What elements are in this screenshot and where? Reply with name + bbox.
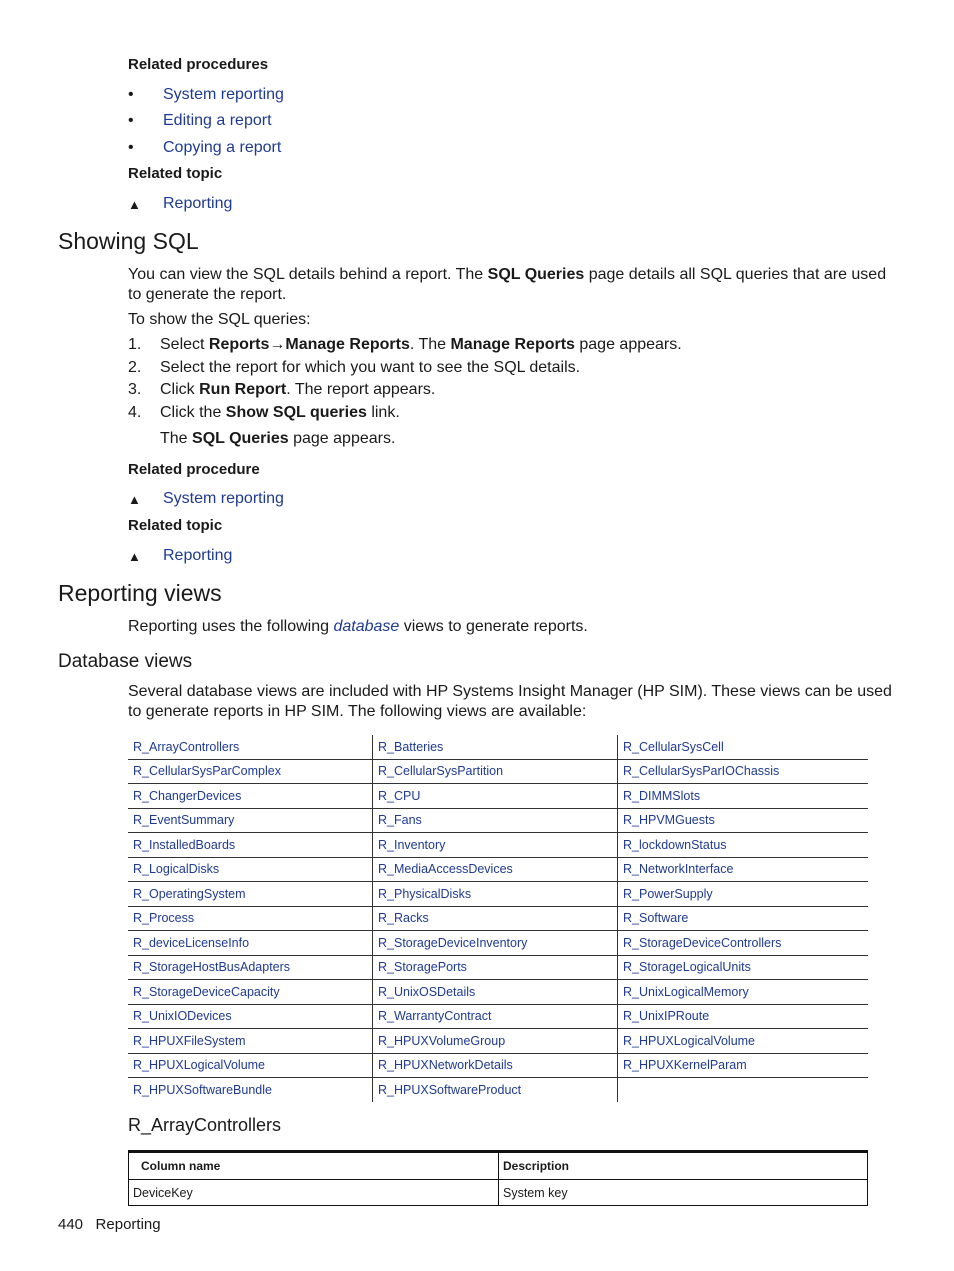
table-row [128,784,868,809]
related-topic-label: Related topic [128,165,223,182]
view-link[interactable]: R_Batteries [373,735,618,759]
table-row [128,1053,868,1078]
view-link[interactable]: R_HPVMGuests [618,808,869,833]
table-row [128,1004,868,1029]
heading-database-views: Database views [58,651,193,672]
view-link[interactable]: R_ArrayControllers [128,735,373,759]
view-link[interactable]: R_PowerSupply [618,882,869,907]
table-cell: DeviceKey [129,1180,499,1206]
bullet-icon: • [128,86,134,103]
view-link[interactable]: R_MediaAccessDevices [373,857,618,882]
view-link[interactable]: R_StoragePorts [373,955,618,980]
view-link[interactable]: R_CellularSysParIOChassis [618,759,869,784]
view-link[interactable]: R_StorageLogicalUnits [618,955,869,980]
heading-showing-sql: Showing SQL [58,228,199,254]
table-row [128,808,868,833]
related-procedure-label: Related procedure [128,461,260,478]
link-system-reporting[interactable]: System reporting [163,490,284,507]
reporting-views-text: Reporting uses the following database views to generate reports. [128,618,588,635]
step-2: 2. Select the report for which you want to see the SQL details. [128,359,581,376]
table-row [128,1078,868,1102]
table-row [128,759,868,784]
view-link[interactable]: R_UnixOSDetails [373,980,618,1005]
table-cell: System key [499,1180,868,1206]
link-editing-a-report[interactable]: Editing a report [163,112,272,129]
table-row [128,833,868,858]
database-views-paragraph: Several database views are included with HP Systems Insight Manager (HP SIM). These views can be used to generate reports in HP SIM. The following views are available: [128,683,892,720]
triangle-icon: ▲ [128,197,141,212]
step-result: The SQL Queries page appears. [160,430,396,447]
table-row [128,955,868,980]
view-link[interactable]: R_HPUXSoftwareBundle [133,1082,272,1097]
view-link[interactable]: R_UnixIODevices [128,1004,373,1029]
view-link[interactable]: R_WarrantyContract [373,1004,618,1029]
step-4: 4. Click the Show SQL queries link. [128,404,400,421]
related-topic-label: Related topic [128,517,223,534]
table-row [128,735,868,759]
table-row [128,1029,868,1054]
database-views-table [128,735,868,1102]
view-link[interactable]: R_Fans [373,808,618,833]
view-link[interactable]: R_Inventory [373,833,618,858]
view-link[interactable]: R_HPUXFileSystem [128,1029,373,1054]
view-link[interactable]: R_NetworkInterface [618,857,869,882]
view-link[interactable]: R_CPU [373,784,618,809]
view-link[interactable]: R_Process [128,906,373,931]
view-link[interactable]: R_StorageDeviceCapacity [128,980,373,1005]
chapter-title: Reporting [95,1216,161,1233]
table-row [128,980,868,1005]
view-link[interactable]: R_HPUXLogicalVolume [618,1029,869,1054]
view-link[interactable]: R_LogicalDisks [128,857,373,882]
view-link[interactable]: R_HPUXNetworkDetails [373,1053,618,1078]
view-link[interactable]: R_CellularSysCell [618,735,869,759]
table-row [128,931,868,956]
view-link[interactable]: R_DIMMSlots [618,784,869,809]
link-system-reporting[interactable]: System reporting [163,86,284,103]
link-reporting[interactable]: Reporting [163,547,233,564]
view-link[interactable]: R_InstalledBoards [128,833,373,858]
link-database[interactable]: database [333,618,400,635]
triangle-icon: ▲ [128,492,141,507]
table-row [129,1180,868,1206]
view-link[interactable]: R_ChangerDevices [128,784,373,809]
view-link[interactable]: R_deviceLicenseInfo [128,931,373,956]
empty-cell [618,1078,869,1102]
table-row [128,857,868,882]
column-header-description: Description [499,1152,868,1180]
view-link[interactable]: R_HPUXLogicalVolume [128,1053,373,1078]
view-link[interactable]: R_HPUXKernelParam [618,1053,869,1078]
array-controllers-table [128,1150,868,1206]
view-link[interactable]: R_StorageDeviceControllers [618,931,869,956]
view-link[interactable]: R_lockdownStatus [618,833,869,858]
view-link[interactable]: R_PhysicalDisks [373,882,618,907]
triangle-icon: ▲ [128,549,141,564]
step-3: 3. Click Run Report. The report appears. [128,381,436,398]
bullet-icon: • [128,112,134,129]
page-number: 440 [58,1216,84,1233]
heading-r-arraycontrollers: R_ArrayControllers [128,1115,282,1135]
view-link[interactable]: R_StorageHostBusAdapters [128,955,373,980]
view-link[interactable]: R_OperatingSystem [128,882,373,907]
bullet-icon: • [128,139,134,156]
link-copying-a-report[interactable]: Copying a report [163,139,282,156]
intro-paragraph: You can view the SQL details behind a report. The SQL Queries page details all SQL queries that are used to generate the report. [128,266,887,303]
column-header-name: Column name [129,1152,499,1180]
step-1: 1. Select Reports→Manage Reports. The Manage Reports page appears. [128,336,682,353]
view-link[interactable]: R_StorageDeviceInventory [373,931,618,956]
view-link[interactable]: R_CellularSysParComplex [128,759,373,784]
heading-reporting-views: Reporting views [58,580,222,606]
view-link[interactable]: R_EventSummary [128,808,373,833]
table-row [128,906,868,931]
link-reporting[interactable]: Reporting [163,195,233,212]
table-header-row [129,1152,868,1180]
view-link[interactable]: R_Racks [373,906,618,931]
view-link[interactable]: R_HPUXSoftwareProduct [373,1078,618,1102]
view-link[interactable]: R_CellularSysPartition [373,759,618,784]
table-row [128,882,868,907]
view-link[interactable]: R_UnixIPRoute [618,1004,869,1029]
view-link[interactable]: R_UnixLogicalMemory [618,980,869,1005]
related-procedures-label: Related procedures [128,56,269,73]
page-footer [58,1216,161,1233]
view-link[interactable]: R_HPUXVolumeGroup [373,1029,618,1054]
to-show-text: To show the SQL queries: [128,311,311,328]
view-link[interactable]: R_Software [618,906,869,931]
